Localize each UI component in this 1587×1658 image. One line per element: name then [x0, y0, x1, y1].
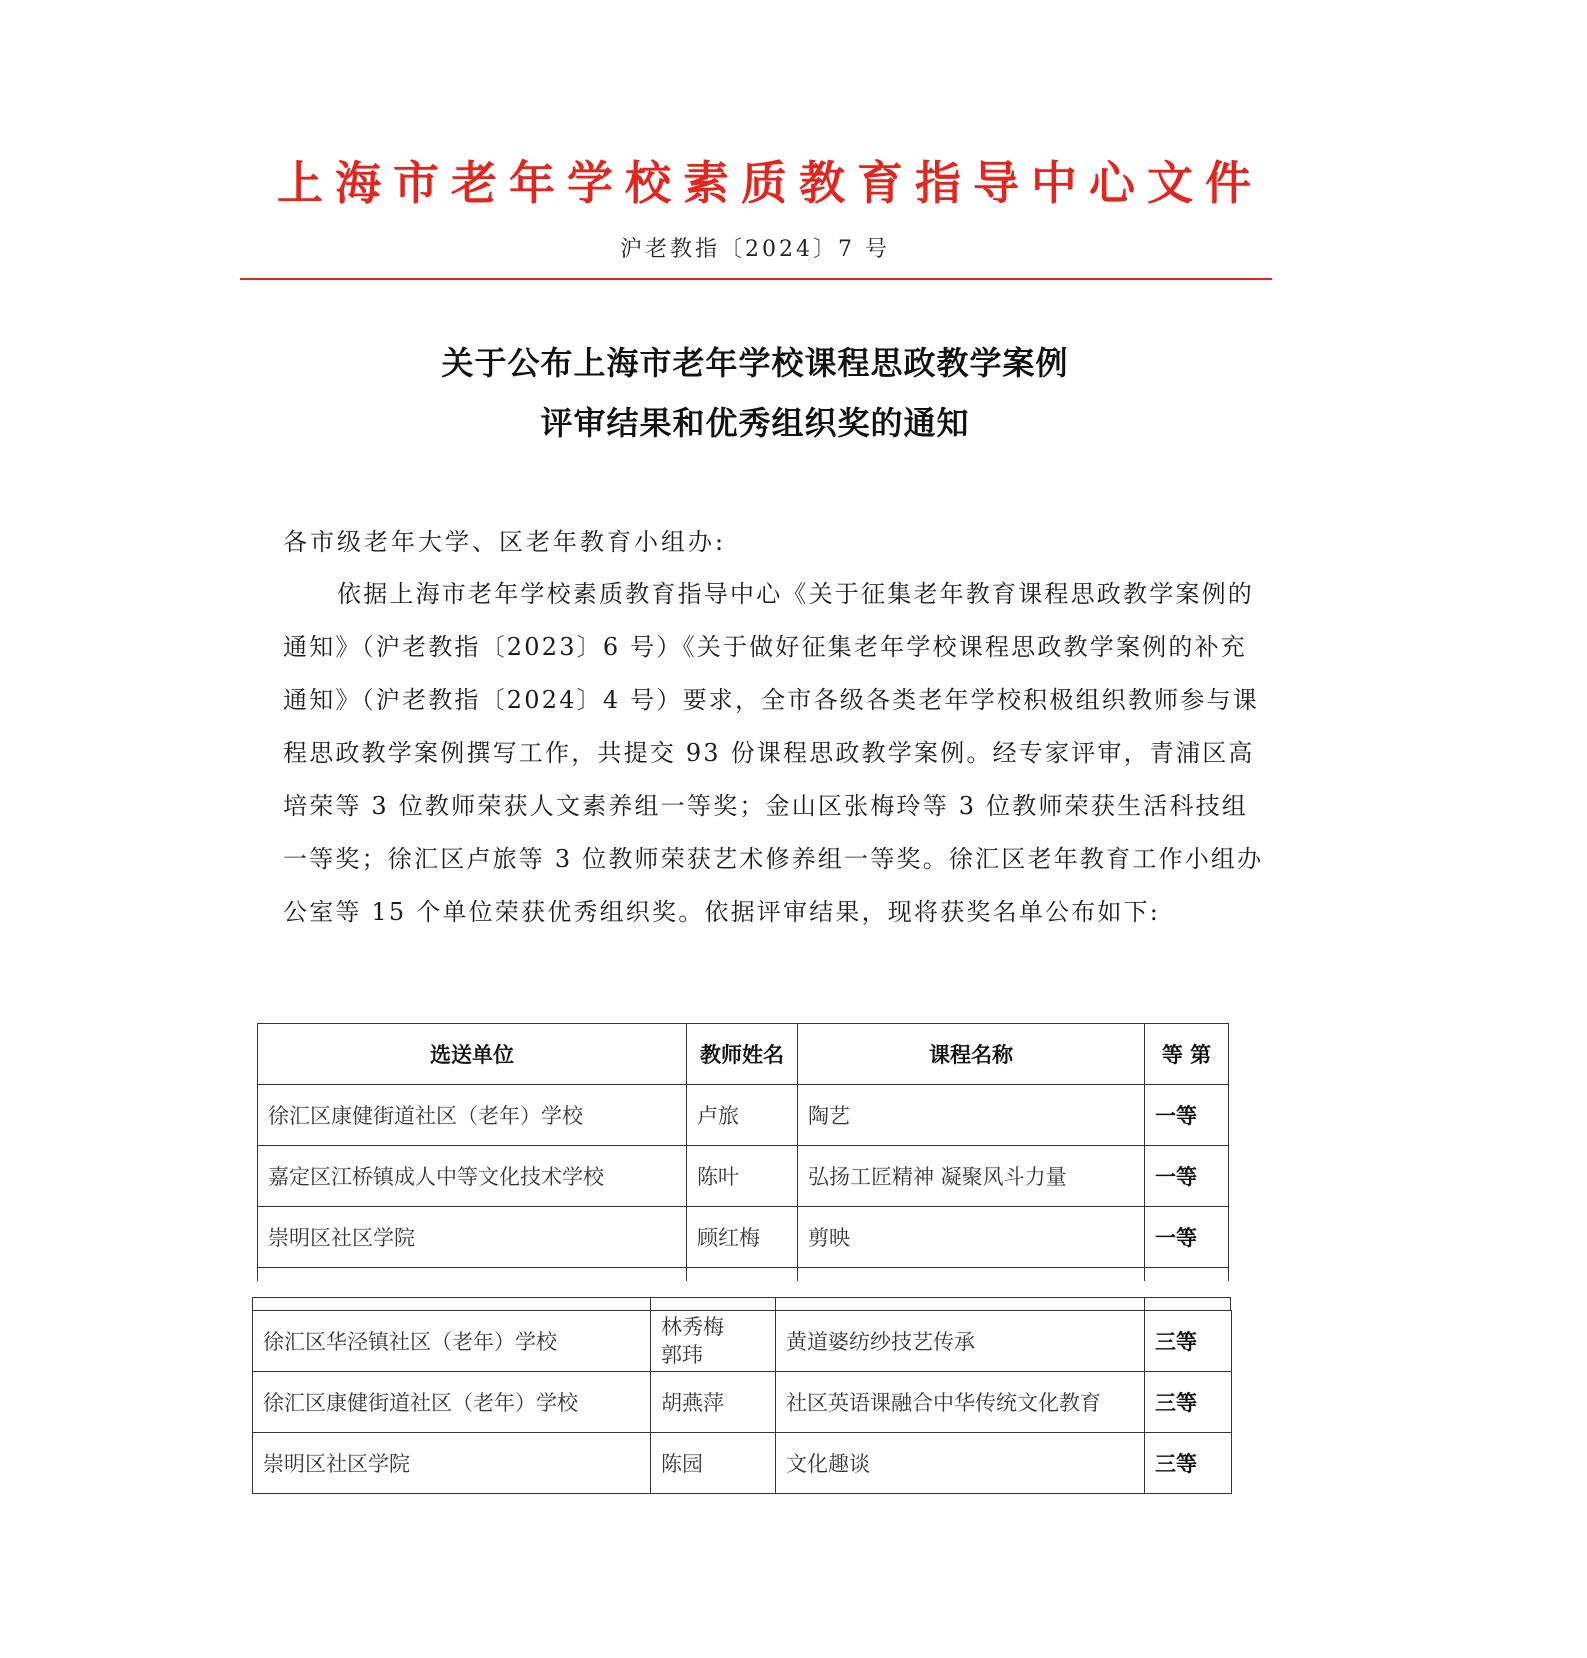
cell-course: 文化趣谈: [776, 1433, 1145, 1494]
document-number: 沪老教指〔2024〕7 号: [620, 237, 890, 262]
cell-level: 三等: [1145, 1433, 1232, 1494]
cell-level: 一等: [1145, 1146, 1229, 1207]
header-course: 课程名称: [798, 1024, 1145, 1085]
cell-teacher: [651, 1311, 776, 1372]
cell-unit: 嘉定区江桥镇成人中等文化技术学校: [258, 1146, 687, 1207]
cell-unit: 徐汇区康健街道社区（老年）学校: [258, 1085, 687, 1146]
cell-level: 三等: [1145, 1311, 1232, 1372]
teacher-name: 郭玮: [661, 1343, 703, 1367]
cell-unit: 崇明区社区学院: [253, 1433, 651, 1494]
cell-teacher: 胡燕萍: [651, 1372, 776, 1433]
cell-teacher: 陈园: [651, 1433, 776, 1494]
table-row: [258, 1146, 1229, 1207]
header-level: 等 第: [1145, 1024, 1229, 1085]
cell-course: 弘扬工匠精神 凝聚风斗力量: [798, 1146, 1145, 1207]
red-divider-line: [240, 278, 1272, 280]
awards-table-1: [257, 1023, 1229, 1281]
cell-unit: 徐汇区华泾镇社区（老年）学校: [253, 1311, 651, 1372]
masthead-title: 上海市老年学校素质教育指导中心文件: [277, 156, 1263, 210]
teacher-name: 林秀梅: [661, 1315, 724, 1339]
table-row: [258, 1207, 1229, 1268]
notice-title-line-1: 关于公布上海市老年学校课程思政教学案例: [441, 344, 1069, 382]
cell-course: 剪映: [798, 1207, 1145, 1268]
body-paragraph: [283, 568, 1273, 939]
cell-level: 一等: [1145, 1207, 1229, 1268]
table-row: [253, 1311, 1232, 1372]
table-row: [258, 1085, 1229, 1146]
cell-unit: 徐汇区康健街道社区（老年）学校: [253, 1372, 651, 1433]
table-row: [253, 1372, 1232, 1433]
cell-course: 社区英语课融合中华传统文化教育: [776, 1372, 1145, 1433]
table-2-top-border: [252, 1297, 1231, 1298]
table-header-row: [258, 1024, 1229, 1085]
awards-table-fragment-1: [250, 1015, 1240, 1281]
table-row-cut: [258, 1268, 1229, 1282]
header-teacher: 教师姓名: [687, 1024, 798, 1085]
cell-level: 一等: [1145, 1085, 1229, 1146]
cell-level: 三等: [1145, 1372, 1232, 1433]
header-unit: 选送单位: [258, 1024, 687, 1085]
cell-course: 黄道婆纺纱技艺传承: [776, 1311, 1145, 1372]
notice-title-line-2: 评审结果和优秀组织奖的通知: [540, 404, 970, 442]
cell-teacher: 陈叶: [687, 1146, 798, 1207]
cell-teacher: 卢旅: [687, 1085, 798, 1146]
cell-teacher: 顾红梅: [687, 1207, 798, 1268]
awards-table-2: [252, 1310, 1232, 1494]
salutation: 各市级老年大学、区老年教育小组办:: [283, 528, 727, 556]
body-text: 依据上海市老年学校素质教育指导中心《关于征集老年教育课程思政教学案例的通知》（沪老教指〔2023〕6 号）《关于做好征集老年学校课程思政教学案例的补充通知》（沪老教指〔2024〕4 号）要求，全市各级各类老年学校积极组织教师参与课程思政教学案例撰写工作，共提交 93 份课程思政教学案例。经专家评审，青浦区高培荣等 3 位教师荣获人文素养组一等奖；金山区张梅玲等 3 位教师荣获生活科技组一等奖；徐汇区卢旅等 3 位教师荣获艺术修养组一等奖。徐汇区老年教育工作小组办公室等 15 个单位荣获优秀组织奖。依据评审结果，现将获奖名单公布如下:: [283, 580, 1264, 926]
table-row: [253, 1433, 1232, 1494]
cell-unit: 崇明区社区学院: [258, 1207, 687, 1268]
cell-course: 陶艺: [798, 1085, 1145, 1146]
